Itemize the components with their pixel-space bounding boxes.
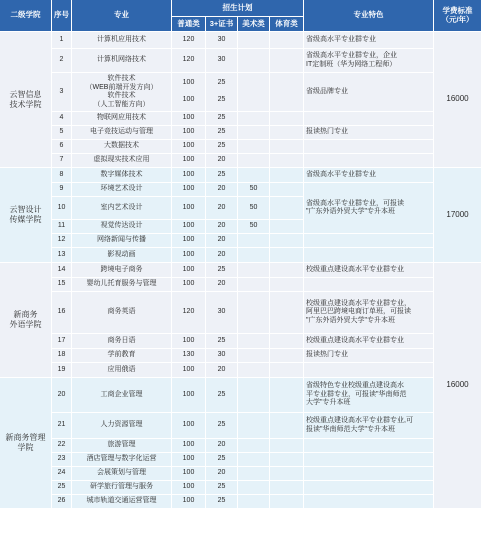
row-cert-quota: 25 [206, 495, 238, 509]
row-art-quota [238, 378, 270, 413]
row-art-quota [238, 168, 270, 183]
row-sport-quota [270, 49, 304, 73]
row-major: 软件技术 （WEB前端开发方向） 软件技术 （人工智能方向） [72, 73, 172, 112]
row-general-quota: 100 [172, 481, 206, 495]
row-major: 工商企业管理 [72, 378, 172, 413]
college-name: 新商务管理 学院 [0, 378, 52, 509]
row-sport-quota [270, 234, 304, 248]
row-major: 计算机网络技术 [72, 49, 172, 73]
row-feature [304, 481, 434, 495]
row-art-quota [238, 467, 270, 481]
row-art-quota [238, 263, 270, 278]
row-sport-quota [270, 263, 304, 278]
row-sport-quota [270, 334, 304, 349]
row-general-quota: 100 [172, 140, 206, 154]
row-feature [304, 439, 434, 453]
row-sport-quota [270, 32, 304, 49]
row-seq: 19 [52, 363, 72, 378]
row-sport-quota [270, 363, 304, 378]
college-name: 新商务 外语学院 [0, 263, 52, 378]
row-seq: 7 [52, 154, 72, 168]
row-sport-quota [270, 248, 304, 263]
row-general-quota: 100 [172, 263, 206, 278]
row-art-quota: 50 [238, 220, 270, 234]
row-major: 婴幼儿托育服务与管理 [72, 278, 172, 292]
row-seq: 20 [52, 378, 72, 413]
row-sport-quota [270, 453, 304, 467]
row-cert-quota: 30 [206, 32, 238, 49]
row-feature [304, 234, 434, 248]
row-sport-quota [270, 197, 304, 220]
row-sport-quota [270, 183, 304, 197]
row-cert-quota: 20 [206, 278, 238, 292]
row-feature [304, 453, 434, 467]
row-cert-quota: 20 [206, 439, 238, 453]
row-sport-quota [270, 292, 304, 334]
row-general-quota: 100 [172, 183, 206, 197]
row-feature [304, 154, 434, 168]
row-general-quota: 100 [172, 278, 206, 292]
row-cert-quota: 25 [206, 140, 238, 154]
row-art-quota [238, 140, 270, 154]
row-cert-quota: 30 [206, 49, 238, 73]
row-sport-quota [270, 467, 304, 481]
row-seq: 16 [52, 292, 72, 334]
row-major: 旅游管理 [72, 439, 172, 453]
row-general-quota: 100 [172, 248, 206, 263]
row-sport-quota [270, 126, 304, 140]
row-general-quota: 100 [172, 154, 206, 168]
row-cert-quota: 25 [206, 413, 238, 439]
row-major: 大数据技术 [72, 140, 172, 154]
row-general-quota: 100 [172, 112, 206, 126]
row-cert-quota: 25 [206, 112, 238, 126]
row-sport-quota [270, 413, 304, 439]
row-seq: 15 [52, 278, 72, 292]
row-feature [304, 495, 434, 509]
row-feature [304, 112, 434, 126]
header-general: 普通类 [172, 17, 206, 32]
row-art-quota [238, 234, 270, 248]
row-seq: 2 [52, 49, 72, 73]
header-college: 二级学院 [0, 0, 52, 32]
row-general-quota: 100 [172, 495, 206, 509]
header-fee: 学费标准 （元/年） [434, 0, 482, 32]
row-feature: 校级重点建设高水平专业群专业， 阿里巴巴跨境电商订单班，可报读 "广东外语外贸大学"专升本班 [304, 292, 434, 334]
row-art-quota [238, 349, 270, 363]
row-seq: 6 [52, 140, 72, 154]
row-art-quota [238, 49, 270, 73]
row-art-quota [238, 278, 270, 292]
row-major: 物联网应用技术 [72, 112, 172, 126]
row-feature: 省级高水平专业群专业 [304, 32, 434, 49]
row-major: 影视动画 [72, 248, 172, 263]
tuition-fee: 16000 [434, 32, 482, 168]
row-art-quota [238, 112, 270, 126]
row-feature: 省级高水平专业群专业，企业 IT定制班（华为网络工程师） [304, 49, 434, 73]
row-cert-quota: 25 [206, 263, 238, 278]
row-major: 虚拟现实技术应用 [72, 154, 172, 168]
row-feature [304, 278, 434, 292]
row-general-quota: 100 [172, 168, 206, 183]
row-art-quota [238, 453, 270, 467]
row-major: 计算机应用技术 [72, 32, 172, 49]
row-general-quota: 100 [172, 453, 206, 467]
row-art-quota [238, 439, 270, 453]
row-art-quota: 50 [238, 197, 270, 220]
row-major: 城市轨道交通运营管理 [72, 495, 172, 509]
row-seq: 8 [52, 168, 72, 183]
row-seq: 3 [52, 73, 72, 112]
row-major: 电子竞技运动与管理 [72, 126, 172, 140]
row-seq: 5 [52, 126, 72, 140]
row-feature: 校级重点建设高水平专业群专业 [304, 334, 434, 349]
header-major: 专业 [72, 0, 172, 32]
row-art-quota [238, 248, 270, 263]
row-seq: 26 [52, 495, 72, 509]
row-sport-quota [270, 140, 304, 154]
tuition-fee: 17000 [434, 168, 482, 263]
row-general-quota: 130 [172, 349, 206, 363]
row-feature: 省级高水平专业群专业 [304, 168, 434, 183]
row-cert-quota: 20 [206, 183, 238, 197]
row-cert-quota: 20 [206, 154, 238, 168]
row-general-quota: 120 [172, 292, 206, 334]
row-general-quota: 100 100 [172, 73, 206, 112]
row-art-quota [238, 73, 270, 112]
row-cert-quota: 30 [206, 349, 238, 363]
row-art-quota [238, 334, 270, 349]
row-major: 数字媒体技术 [72, 168, 172, 183]
row-art-quota [238, 363, 270, 378]
row-seq: 9 [52, 183, 72, 197]
row-feature: 省级品牌专业 [304, 73, 434, 112]
row-general-quota: 100 [172, 378, 206, 413]
row-art-quota [238, 126, 270, 140]
row-feature: 省级特色专业校级重点建设高水 平专业群专业，可报读"华南师范 大学"专升本班 [304, 378, 434, 413]
row-seq: 10 [52, 197, 72, 220]
row-major: 网络新闻与传播 [72, 234, 172, 248]
row-feature: 省级高水平专业群专业，可报读 "广东外语外贸大学"专升本班 [304, 183, 434, 234]
row-art-quota [238, 32, 270, 49]
row-art-quota [238, 154, 270, 168]
row-major: 应用俄语 [72, 363, 172, 378]
row-sport-quota [270, 349, 304, 363]
row-cert-quota: 20 [206, 220, 238, 234]
row-seq: 13 [52, 248, 72, 263]
row-general-quota: 100 [172, 197, 206, 220]
row-seq: 4 [52, 112, 72, 126]
row-major: 室内艺术设计 [72, 197, 172, 220]
row-feature [304, 363, 434, 378]
row-seq: 12 [52, 234, 72, 248]
row-feature [304, 467, 434, 481]
row-seq: 17 [52, 334, 72, 349]
row-major: 跨境电子商务 [72, 263, 172, 278]
row-art-quota [238, 292, 270, 334]
row-sport-quota [270, 495, 304, 509]
row-feature: 报读热门专业 [304, 349, 434, 363]
row-cert-quota: 25 [206, 126, 238, 140]
row-sport-quota [270, 73, 304, 112]
row-general-quota: 100 [172, 126, 206, 140]
row-major: 视觉传达设计 [72, 220, 172, 234]
row-seq: 21 [52, 413, 72, 439]
row-cert-quota: 25 [206, 168, 238, 183]
row-major: 环境艺术设计 [72, 183, 172, 197]
row-sport-quota [270, 439, 304, 453]
row-seq: 22 [52, 439, 72, 453]
row-seq: 14 [52, 263, 72, 278]
row-seq: 23 [52, 453, 72, 467]
row-seq: 1 [52, 32, 72, 49]
college-name: 云智信息 技术学院 [0, 32, 52, 168]
row-cert-quota: 25 [206, 453, 238, 467]
header-feature: 专业特色 [304, 0, 434, 32]
row-cert-quota: 20 [206, 363, 238, 378]
row-feature: 校级重点建设高水平专业群专业,可 报读"华南师范大学"专升本班 [304, 413, 434, 439]
header-art: 美术类 [238, 17, 270, 32]
row-cert-quota: 25 [206, 378, 238, 413]
row-sport-quota [270, 481, 304, 495]
row-seq: 25 [52, 481, 72, 495]
row-cert-quota: 20 [206, 197, 238, 220]
row-seq: 11 [52, 220, 72, 234]
row-art-quota [238, 495, 270, 509]
row-art-quota [238, 481, 270, 495]
row-cert-quota: 20 [206, 467, 238, 481]
row-feature: 报读热门专业 [304, 126, 434, 140]
row-general-quota: 120 [172, 49, 206, 73]
row-feature [304, 140, 434, 154]
row-sport-quota [270, 168, 304, 183]
row-cert-quota: 25 [206, 334, 238, 349]
row-general-quota: 120 [172, 32, 206, 49]
row-major: 商务日语 [72, 334, 172, 349]
header-sport: 体育类 [270, 17, 304, 32]
row-feature [304, 248, 434, 263]
row-sport-quota [270, 378, 304, 413]
row-cert-quota: 25 [206, 481, 238, 495]
row-major: 会展策划与管理 [72, 467, 172, 481]
row-cert-quota: 20 [206, 234, 238, 248]
row-feature: 校级重点建设高水平专业群专业 [304, 263, 434, 278]
row-art-quota [238, 413, 270, 439]
row-art-quota: 50 [238, 183, 270, 197]
row-major: 学前教育 [72, 349, 172, 363]
row-general-quota: 100 [172, 234, 206, 248]
row-general-quota: 100 [172, 220, 206, 234]
college-name: 云智设计 传媒学院 [0, 168, 52, 263]
row-sport-quota [270, 112, 304, 126]
row-cert-quota: 30 [206, 292, 238, 334]
row-seq: 18 [52, 349, 72, 363]
row-major: 商务英语 [72, 292, 172, 334]
header-cert: 3+证书 [206, 17, 238, 32]
row-general-quota: 100 [172, 467, 206, 481]
row-major: 人力资源管理 [72, 413, 172, 439]
row-major: 酒店管理与数字化运营 [72, 453, 172, 467]
row-seq: 24 [52, 467, 72, 481]
row-cert-quota: 25 25 [206, 73, 238, 112]
row-general-quota: 100 [172, 439, 206, 453]
row-cert-quota: 20 [206, 248, 238, 263]
row-general-quota: 100 [172, 363, 206, 378]
header-seq: 序号 [52, 0, 72, 32]
header-plan: 招生计划 [172, 0, 304, 17]
row-general-quota: 100 [172, 334, 206, 349]
row-sport-quota [270, 220, 304, 234]
row-major: 研学旅行管理与服务 [72, 481, 172, 495]
row-sport-quota [270, 154, 304, 168]
tuition-fee: 16000 [434, 263, 482, 509]
row-sport-quota [270, 278, 304, 292]
row-general-quota: 100 [172, 413, 206, 439]
